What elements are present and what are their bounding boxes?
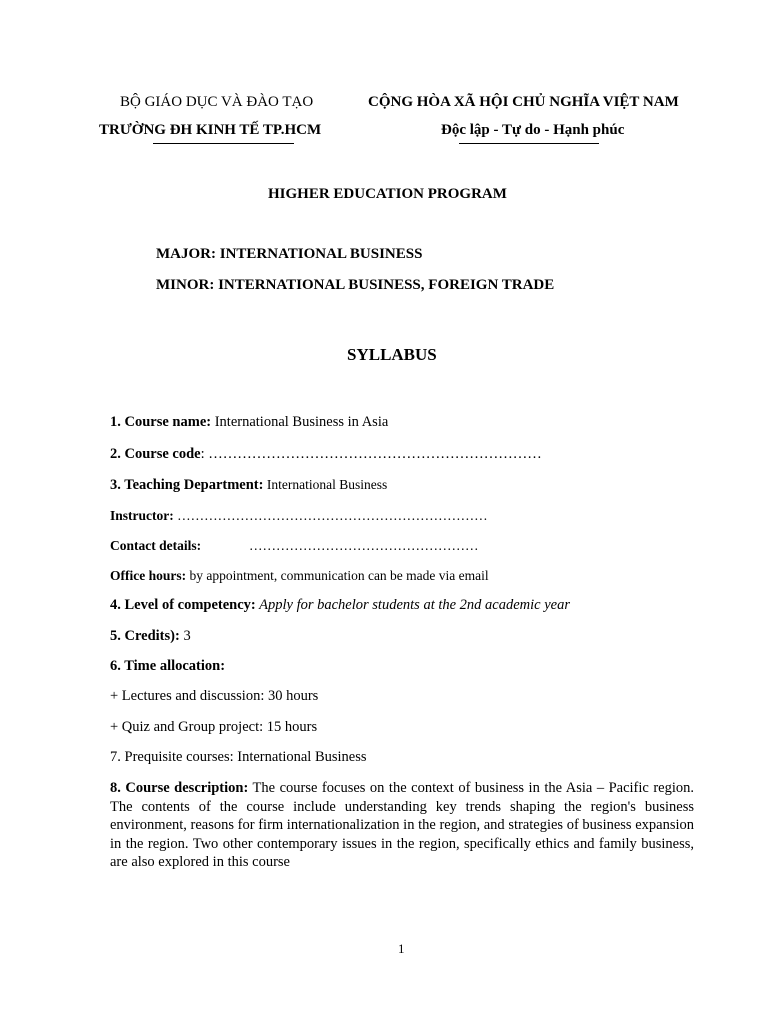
quiz-line: + Quiz and Group project: 15 hours [110,719,318,735]
time-allocation-field [110,658,225,675]
course-code-label: 2. Course code [110,446,201,462]
course-description [110,779,694,872]
office-hours-value: by appointment, communication can be made via email [186,568,489,583]
prerequisite-line: 7. Prequisite courses: International Business [110,749,367,765]
course-name-value: International Business in Asia [211,414,389,430]
level-of-competency-label: 4. Level of competency: [110,597,256,613]
credits-value: 3 [179,628,191,644]
program-title: HIGHER EDUCATION PROGRAM [268,186,507,202]
lectures-line: + Lectures and discussion: 30 hours [110,688,319,704]
course-description-label: 8. Course description: [110,780,249,796]
teaching-department-label: 3. Teaching Department: [110,477,264,493]
instructor-label: Instructor: [110,508,174,523]
instructor-value: …………………………………………………………… [173,508,488,523]
major-line: MAJOR: INTERNATIONAL BUSINESS [156,246,423,262]
level-of-competency-field [110,597,570,614]
credits-label: 5. Credits): [110,628,180,644]
teaching-department-value: International Business [263,477,388,492]
page-number: 1 [398,941,405,956]
teaching-department-field [110,477,387,494]
national-motto: Độc lập - Tự do - Hạnh phúc [441,122,625,138]
ministry-name: BỘ GIÁO DỤC VÀ ĐÀO TẠO [120,94,314,110]
motto-underline [459,143,599,144]
course-description-value: The course focuses on the context of business in the Asia – Pacific region. The contents of the course include understanding key trends shaping the region's business environment, reasons for firm internationalization in the region, and strategies of business expansion in the region. Two other contemporary issues in the region, specifically ethics and family business, are also explored in this course [110,780,694,870]
instructor-field [110,508,488,524]
republic-name: CỘNG HÒA XÃ HỘI CHỦ NGHĨA VIỆT NAM [368,94,679,110]
level-of-competency-value: Apply for bachelor students at the 2nd academic year [255,597,571,613]
course-name-label: 1. Course name: [110,414,212,430]
minor-line: MINOR: INTERNATIONAL BUSINESS, FOREIGN TRADE [156,277,555,293]
contact-details-label: Contact details: [110,538,202,553]
course-name-field [110,414,388,431]
office-hours-field [110,568,489,584]
time-allocation-label: 6. Time allocation: [110,658,226,674]
contact-details-value: …………………………………………… [249,538,479,553]
course-code-field [110,446,542,463]
contact-details-field [110,538,201,554]
office-hours-label: Office hours: [110,568,187,583]
university-underline [153,143,294,144]
syllabus-title: SYLLABUS [347,345,437,364]
university-name: TRƯỜNG ĐH KINH TẾ TP.HCM [99,122,322,138]
course-code-value: : …………………………………………………………… [200,446,542,462]
credits-field [110,628,191,645]
